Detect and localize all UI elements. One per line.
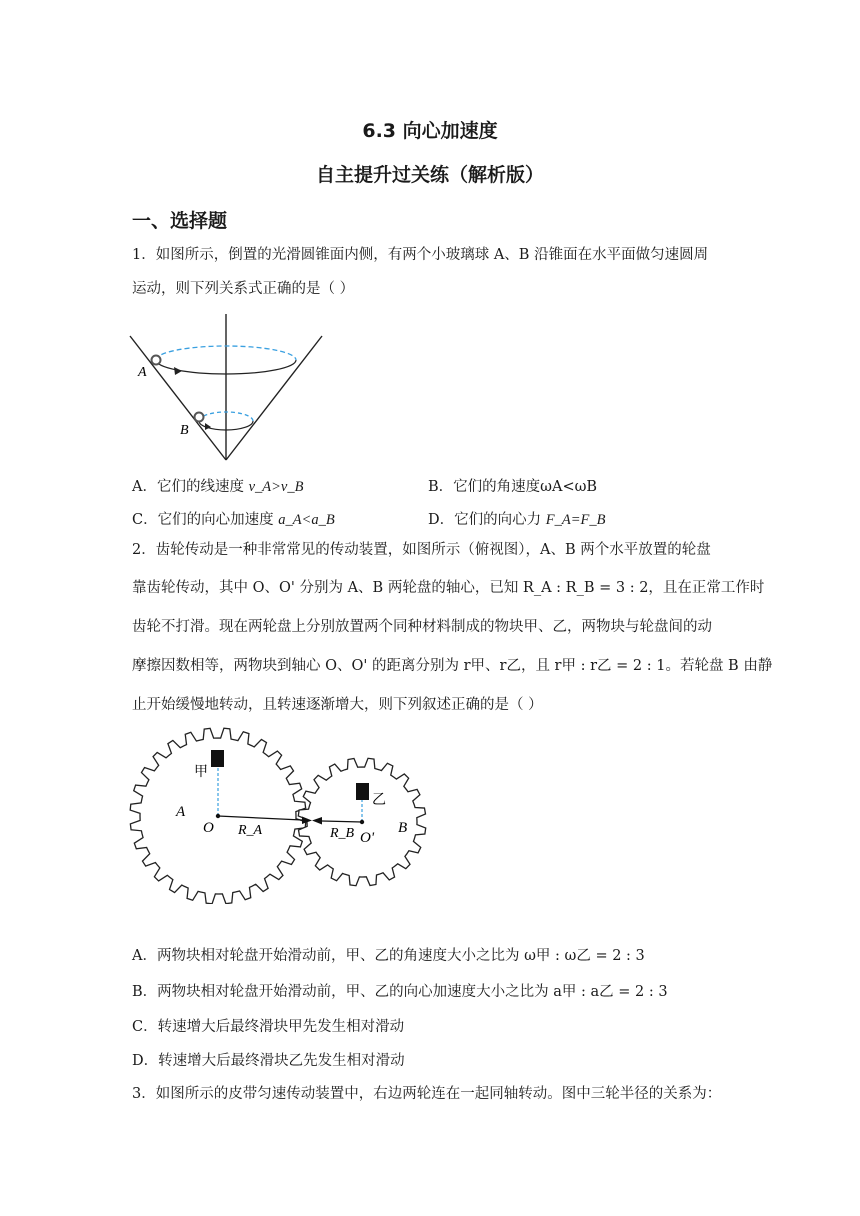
q1-option-b-math: ωA<ωB (540, 479, 598, 495)
label-rb: R_B (330, 826, 355, 841)
section-heading: 一、选择题 (132, 210, 228, 232)
q1-stem-line1: 1．如图所示，倒置的光滑圆锥面内侧，有两个小玻璃球 A、B 沿锥面在水平面做匀速圆周 (132, 247, 709, 263)
label-o-prime: O' (360, 830, 375, 846)
q3-stem-line1: 3．如图所示的皮带匀速传动装置中，右边两轮连在一起同轴转动。图中三轮半径的关系为： (132, 1086, 722, 1102)
q1-option-c[interactable]: C．它们的向心加速度 a_A<a_B (132, 512, 335, 528)
gear-figure (126, 724, 436, 904)
q1-option-a-math: v_A>v_B (248, 479, 304, 495)
doc-title: 6.3 向心加速度 (362, 120, 498, 142)
q2-stem-line5: 止开始缓慢地转动，且转速逐渐增大，则下列叙述正确的是（ ） (132, 697, 543, 713)
doc-subtitle: 自主提升过关练（解析版） (315, 164, 544, 186)
q2-option-c[interactable]: C．转速增大后最终滑块甲先发生相对滑动 (132, 1019, 405, 1035)
q1-stem-line2: 运动，则下列关系式正确的是（ ） (132, 281, 355, 297)
q1-option-c-math: a_A<a_B (278, 512, 335, 528)
q2-stem-line3: 齿轮不打滑。现在两轮盘上分别放置两个同种材料制成的物块甲、乙，两物块与轮盘间的动 (132, 619, 712, 635)
ball-a-label: A (138, 365, 147, 380)
q1-option-d[interactable]: D．它们的向心力 F_A=F_B (428, 512, 606, 528)
q2-stem-line1: 2．齿轮传动是一种非常常见的传动装置，如图所示（俯视图），A、B 两个水平放置的轮盘 (132, 542, 711, 558)
q1-option-a[interactable]: A．它们的线速度 v_A>v_B (132, 479, 304, 495)
ball-b-label: B (180, 423, 189, 438)
q2-stem-line4: 摩擦因数相等，两物块到轴心 O、O' 的距离分别为 r甲、r乙，且 r甲 : r乙 = 2 : 1。若轮盘 B 由静 (132, 658, 773, 674)
block-jia (211, 750, 224, 767)
label-gear-a: A (176, 804, 186, 820)
label-gear-b: B (398, 820, 408, 836)
q1-option-d-math: F_A=F_B (545, 512, 606, 528)
q2-option-d[interactable]: D．转速增大后最终滑块乙先发生相对滑动 (132, 1053, 405, 1069)
label-yi: 乙 (372, 792, 386, 808)
block-yi (356, 783, 369, 800)
label-ra: R_A (238, 823, 263, 838)
label-jia: 甲 (194, 764, 208, 780)
q2-option-a[interactable]: A．两物块相对轮盘开始滑动前，甲、乙的角速度大小之比为 ω甲 : ω乙 = 2 : 3 (132, 948, 645, 964)
q1-option-b[interactable]: B．它们的角速度ωA<ωB (428, 479, 598, 495)
cone-figure (126, 310, 326, 470)
label-o: O (203, 820, 214, 836)
q2-option-b[interactable]: B．两物块相对轮盘开始滑动前，甲、乙的向心加速度大小之比为 a甲 : a乙 = 2 : 3 (132, 984, 668, 1000)
q2-stem-line2: 靠齿轮传动，其中 O、O' 分别为 A、B 两轮盘的轴心，已知 R_A : R_B = 3 : 2，且在正常工作时 (132, 580, 765, 596)
